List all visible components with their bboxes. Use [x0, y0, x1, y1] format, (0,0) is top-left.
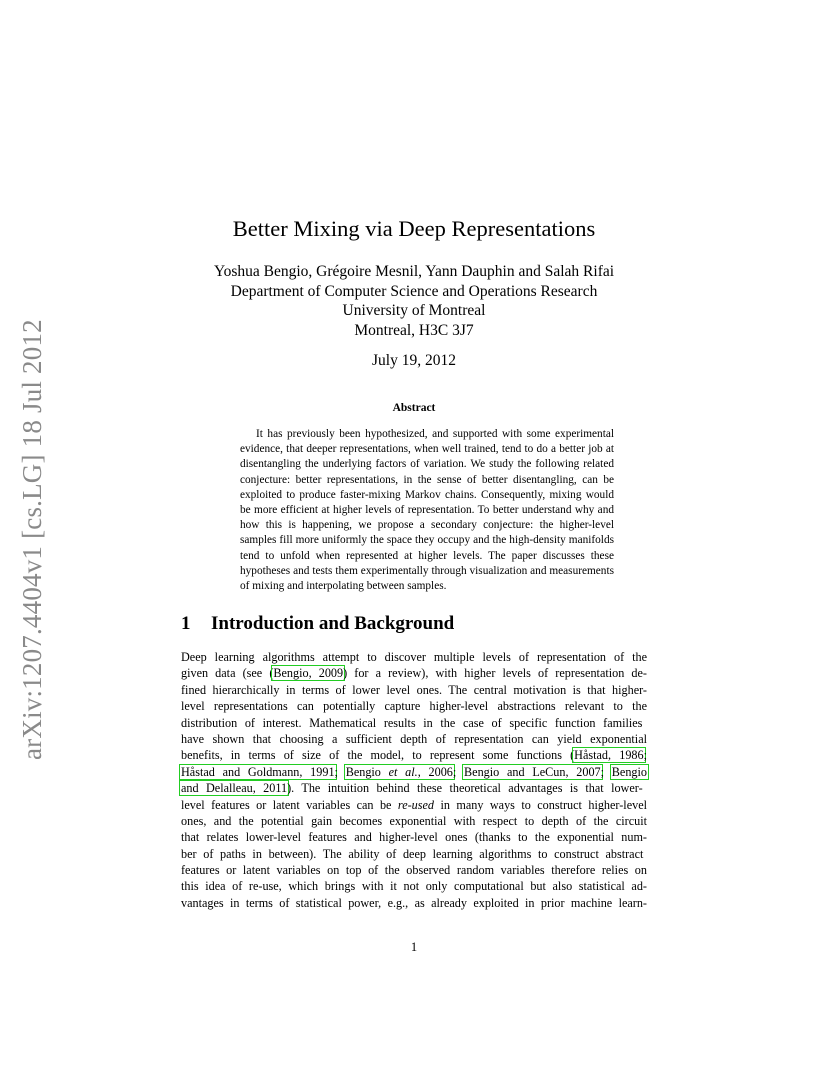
text-line — [181, 649, 647, 665]
line-fragment: in many ways to construct higher-level — [434, 797, 647, 812]
citation-link[interactable]: Håstad and Goldmann, 1991 — [181, 764, 335, 779]
line-text: level representations can potentially capture higher-level abstractions relevant to the — [181, 699, 647, 714]
author-names: Yoshua Bengio, Grégoire Mesnil, Yann Dauphin and Salah Rifai — [213, 263, 615, 280]
citation-fragment: , 2006 — [417, 764, 453, 779]
text-line — [181, 862, 647, 878]
paper-title: Better Mixing via Deep Representations — [232, 216, 596, 241]
paper-date: July 19, 2012 — [372, 352, 456, 369]
line-fragment: ; — [600, 764, 605, 779]
citation-fragment: Bengio — [345, 764, 389, 779]
line-fragment: level features or latent variables can be — [181, 797, 398, 812]
citation-link[interactable]: Bengio, 2009 — [273, 666, 344, 681]
text-line — [181, 764, 647, 780]
text-line — [181, 878, 647, 894]
text-line — [181, 747, 647, 763]
line-fragment: benefits, in terms of size of the model, to represent some functions ( — [181, 748, 575, 763]
text-line — [181, 813, 647, 829]
abstract-body — [240, 427, 614, 594]
emphasis-text: re-used — [397, 797, 435, 812]
citation-link[interactable]: Bengio — [611, 764, 648, 779]
intro-paragraph — [181, 649, 647, 911]
citation-link[interactable]: Håstad, 1986 — [574, 748, 644, 763]
affiliation-department: Department of Computer Science and Operations Research — [230, 282, 598, 300]
text-line — [181, 846, 647, 862]
text-line — [181, 780, 647, 796]
line-text: distribution of interest. Mathematical results in the case of specific function families — [181, 715, 643, 730]
citation-link[interactable]: Bengio and LeCun, 2007 — [464, 764, 601, 779]
affiliation-city: Montreal, H3C 3J7 — [354, 321, 474, 339]
line-text: this idea of re-use, which brings with it not only computational but also statistical ad- — [181, 879, 647, 894]
text-line — [181, 829, 647, 845]
line-text — [181, 747, 647, 763]
line-fragment: given data (see ( — [181, 666, 274, 681]
line-text: Deep learning algorithms attempt to discover multiple levels of representation of the — [181, 650, 647, 664]
text-line — [181, 895, 647, 911]
line-text: that relates lower-level features and higher-level ones (thanks to the exponential num- — [181, 830, 647, 845]
text-line — [181, 665, 647, 681]
line-fragment: ) for a review), with higher levels of representation de- — [343, 666, 647, 681]
line-fragment: ; — [452, 764, 457, 779]
line-text: have shown that choosing a sufficient depth of representation can yield exponential — [181, 731, 647, 746]
affiliation-university: University of Montreal — [342, 302, 486, 319]
text-line — [181, 797, 647, 813]
citation-fragment: et al. — [388, 764, 418, 779]
line-text: fined hierarchically in terms of lower level ones. The central motivation is that higher- — [181, 682, 647, 697]
page-number: 1 — [410, 940, 418, 954]
citation-link[interactable] — [344, 764, 455, 780]
section-title: Introduction and Background — [211, 613, 455, 634]
arxiv-stamp-text: arXiv:1207.4404v1 [cs.LG] 18 Jul 2012 — [17, 319, 47, 760]
line-text: vantages in terms of statistical power, e.g., as already exploited in prior machine learn- — [181, 895, 647, 910]
line-text: ber of paths in between). The ability of deep learning algorithms to construct abstract — [181, 846, 644, 861]
line-fragment: ; — [334, 764, 338, 779]
citation-link[interactable]: and Delalleau, 2011 — [181, 781, 288, 796]
line-text — [181, 797, 647, 813]
abstract-heading: Abstract — [392, 402, 436, 414]
section-number: 1 — [181, 613, 191, 634]
author-block — [0, 262, 828, 340]
line-fragment: ; — [643, 748, 647, 763]
text-line — [181, 731, 647, 747]
abstract-text: It has previously been hypothesized, and supported with some experimental evidence, that deeper representations, when well trained, tend to do a better job at disentangling the underlying factors of variation. We study the following related conjecture: better representations, in the sense of better disentangling, can be exploited to produce faster-mixing Markov chains. Consequently, mixing would be more efficient at higher levels of representation. To better understand why and how this is happening, we propose a secondary conjecture: the higher-level samples fill more uniformly the space they occupy and the high-density manifolds tend to unfold when represented at higher levels. The paper discusses these hypotheses and tests them experimentally through visualization and measurements of mixing and interpolating between samples. — [240, 428, 614, 593]
text-line — [181, 698, 647, 714]
line-text: ones, and the potential gain becomes exponential with respect to depth of the circuit — [181, 813, 647, 828]
line-text — [181, 665, 647, 681]
text-line — [181, 682, 647, 698]
section-heading — [181, 613, 454, 635]
line-text: features or latent variables on top of the observed random variables therefore relies on — [181, 863, 647, 878]
line-text — [181, 780, 643, 796]
line-fragment: ). The intuition behind these theoretical advantages is that lower- — [287, 781, 643, 796]
line-text — [181, 764, 647, 780]
text-line — [181, 715, 647, 731]
